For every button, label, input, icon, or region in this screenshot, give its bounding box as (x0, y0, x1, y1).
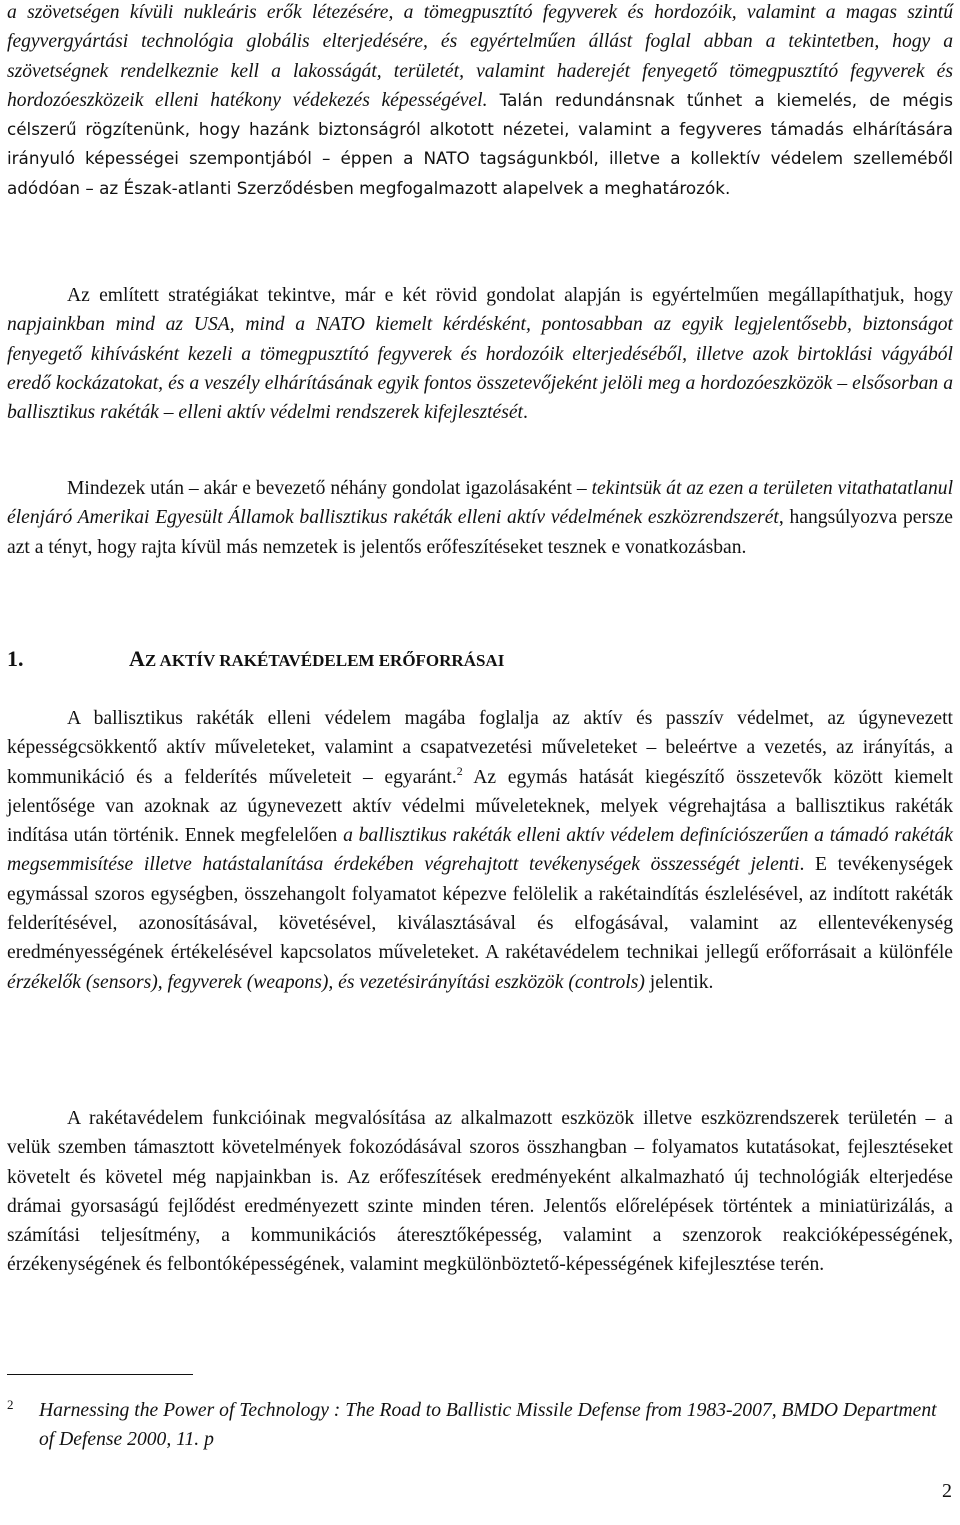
footnote-divider (7, 1374, 193, 1375)
section-title-rest: Z AKTÍV RAKÉTAVÉDELEM ERŐFORRÁSAI (144, 651, 505, 670)
paragraph-2-text-c: . (523, 402, 528, 424)
paragraph-4-text-b: Az egymás hatását kiegészítő összetevők között kiemelt jelentősége van azoknak az úgynevezett aktív védelmi műveleteknek, melyek végrehajtása a ballisztikus rakéták indítása után történik. Ennek megfelelően (7, 766, 953, 847)
paragraph-2-emphasis: napjainkban mind az USA, mind a NATO kiemelt kérdésként, pontosabban az egyik legjelentősebb, biztonságot fenyegető kihívásként kezeli a tömegpusztító fegyverek és hordozóik elterjedéséből, illetve azok birtoklási vágyából eredő kockázatokat, és a veszély elhárításának egyik fontos összetevőjeként jelöli meg a hordozóeszközök – elsősorban a ballisztikus rakéták – elleni aktív védelmi rendszerek kifejlesztését (7, 314, 953, 424)
paragraph-1-italic-text: a szövetségen kívüli nukleáris erők létezésére, a tömegpusztító fegyverek és hordozóik, valamint a magas szintű fegyvergyártási technológia globális elterjedésére, és egyértelműen állást foglal abban a tekintetben, hogy a szövetségnek rendelkeznie kell a lakosságát, területét, valamint haderejét fenyegető tömegpusztító fegyverek és hordozóeszközeik elleni hatékony védekezés képességével. (7, 2, 953, 111)
page-number: 2 (942, 1480, 952, 1502)
footnote (7, 1396, 953, 1454)
paragraph-5: A rakétavédelem funkcióinak megvalósítása az alkalmazott eszközök illetve eszközrendszerek területén – a velük szemben támasztott követelmények fokozódásával szoros összhangban – folyamatos kutatásokat, fejlesztéseket követelt és követel még napjainkban is. Az erőfeszítések eredményeként alkalmazható új technológiák elterjedése drámai gyorsaságú fejlődést eredményezett szinte minden téren. Jelentős előrelépések történtek a miniatürizálás, a számítási teljesítmény, a kommunikációs áteresztőképesség, valamint a szenzorok reakcióképességének, érzékenységének és felbontóképességének, valamint megkülönböztető-képességének kifejlesztése terén. (7, 1108, 953, 1276)
footnote-mark: 2 (7, 1397, 14, 1412)
paragraph-1 (7, 0, 953, 203)
paragraph-3-text-a: Mindezek után – akár e bevezető néhány gondolat igazolásaként – (67, 478, 592, 499)
paragraph-2-text-a: Az említett stratégiákat tekintve, már e két rövid gondolat alapján is egyértelműen megállapíthatjuk, hogy (67, 285, 953, 306)
paragraph-4-text-a: A ballisztikus rakéták elleni védelem magába foglalja az aktív és passzív védelmet, az úgynevezett képességcsökkentő aktív műveleteket, valamint a csapatvezetési műveleteket – beleértve a vezetés, az irányítás, a kommunikáció és a felderítés műveleteit – egyaránt. (7, 708, 953, 788)
paragraph-4-resources: érzékelők (sensors), fegyverek (weapons), és vezetésirányítási eszközök (controls) (7, 971, 645, 993)
section-number: 1. (7, 646, 24, 671)
paragraph-4 (7, 704, 953, 997)
paragraph-4-text-f: jelentik. (644, 971, 714, 993)
paragraph-1-text: Talán redundánsnak tűnhet a kiemelés, de mégis célszerű rögzítenünk, hogy hazánk biztonságról alkotott nézetei, valamint a fegyveres támadás elhárítására irányuló képességei szempontjából – éppen a NATO tagságunkból, illetve a kollektív védelem szelleméből adódóan – az Észak-atlanti Szerződésben megfogalmazott alapelvek a meghatározók. (7, 89, 953, 198)
paragraph-2 (7, 281, 953, 427)
paragraph-3-emphasis: tekintsük át az ezen a területen vitathatatlanul élenjáró Amerikai Egyesült Államok ballisztikus rakéták elleni aktív védelmének eszközrendszerét (7, 478, 954, 529)
paragraph-4-definition: a ballisztikus rakéták elleni aktív védelem definíciószerűen a támadó rakéták megsemmisítése illetve hatástalanítása érdekében végrehajtott tevékenységek összességét jelenti (7, 825, 953, 876)
paragraph-4-text-d: . E tevékenységek egymással szoros egységben, összehangolt folyamatot képezve felölelik a rakétaindítás észlelésével, az indított rakéták felderítésével, azonosításával, követésével, kiválasztásával és elfogásával, valamint az ellentevékenység eredményességének értékelésével kapcsolatos műveleteket. A rakétavédelem technikai jellegű erőforrásait a különféle (7, 854, 953, 964)
section-title-initial: A (129, 646, 145, 671)
paragraph-3 (7, 474, 953, 562)
paragraph-3-text-c: , hangsúlyozva persze azt a tényt, hogy rajta kívül más nemzetek is jelentős erőfeszítéseket tesznek e vonatkozásban. (7, 507, 953, 558)
section-heading (7, 646, 504, 672)
footnote-reference[interactable]: 2 (456, 763, 463, 778)
footnote-text: Harnessing the Power of Technology : The Road to Ballistic Missile Defense from 1983-2007, BMDO Department of Defense 2000, 11. p (39, 1400, 937, 1450)
